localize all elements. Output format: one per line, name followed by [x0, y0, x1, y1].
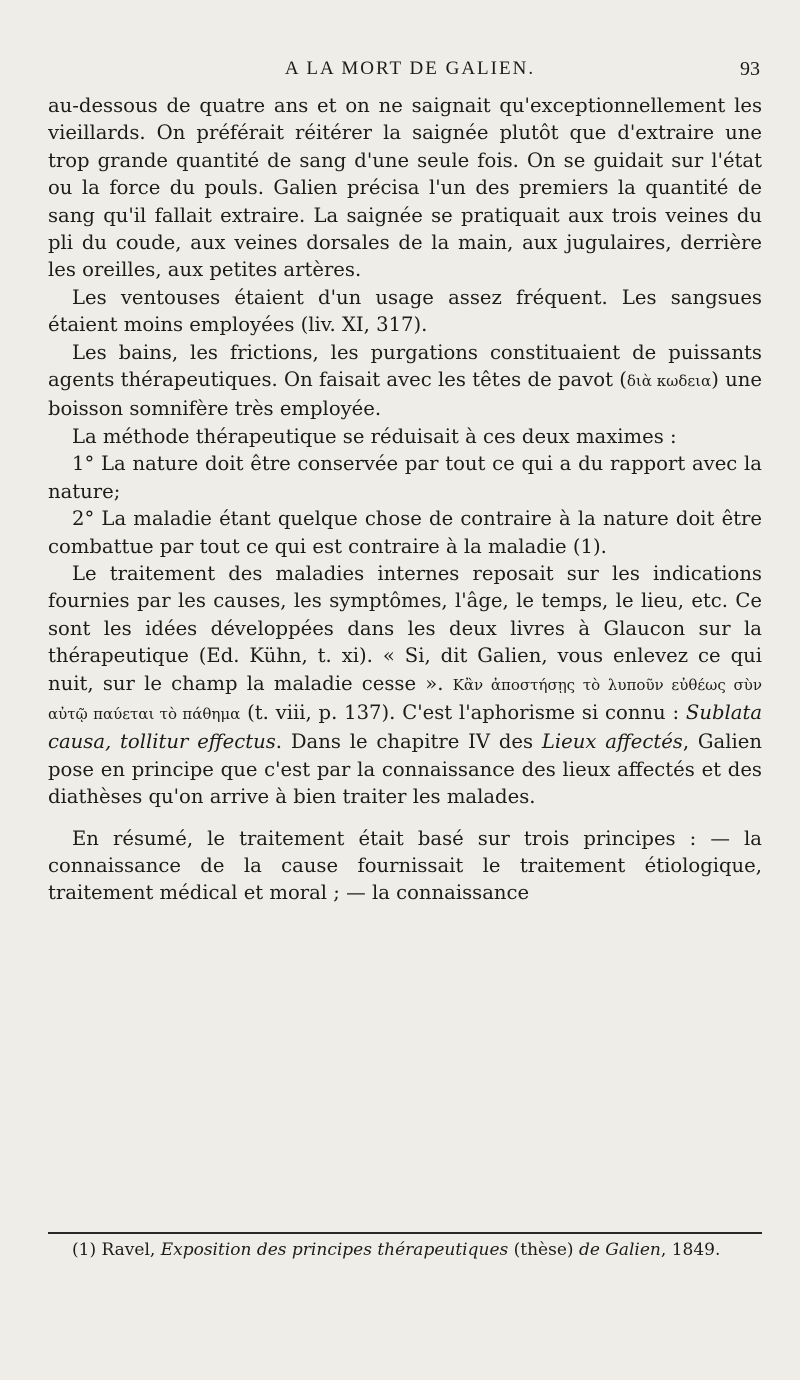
footnote-divider	[48, 1232, 762, 1234]
footnote-text: (thèse)	[508, 1240, 579, 1260]
footnote-author: de Galien	[578, 1240, 661, 1260]
paragraph-methode: La méthode thérapeutique se réduisait à ces deux maximes :	[72, 424, 677, 448]
page-number: 93	[740, 58, 760, 80]
paragraph-text: , Galien pose en principe que c'est par la connaissance des lieux affectés et des diathèses qu'on arrive à bien traiter les malades.	[48, 730, 762, 809]
footnote-year: , 1849.	[660, 1240, 721, 1260]
paragraph-text: (t. viii, p. 137). C'est l'aphorisme si connu :	[240, 700, 686, 724]
page-header	[60, 58, 760, 86]
book-title: Lieux affectés	[541, 730, 683, 754]
paragraph-bains	[48, 339, 762, 423]
body-text	[48, 92, 762, 907]
paragraph-text: Le traitement des maladies internes reposait sur les indications fournies par les causes, les symptômes, l'âge, le temps, le lieu, etc. Ce sont les idées développées dans les deux livres à Glaucon sur la thérapeutique (Ed. Kühn, t. xi). « Si, dit Galien, vous enlevez ce qui nuit, sur le champ la maladie cesse ».	[48, 561, 762, 695]
footnote	[48, 1238, 762, 1263]
paragraph-text: Les bains, les frictions, les purgations constituaient de puissants agents thérapeutiques. On faisait avec les têtes de pavot (	[48, 340, 762, 392]
paragraph-text: ) une boisson somnifère très employée.	[48, 368, 762, 421]
running-title: A LA MORT DE GALIEN.	[284, 58, 536, 79]
footnote-marker: (1) Ravel,	[72, 1240, 161, 1260]
paragraph-traitement	[48, 560, 762, 811]
paragraph-text: . Dans le chapitre IV des	[275, 730, 542, 754]
paragraph-bloodletting: au-dessous de quatre ans et on ne saignait qu'exceptionnellement les vieillards. On préférait réitérer la saignée plutôt que d'extraire une trop grande quantité de sang d'une seule fois. On se guidait sur l'état ou la force du pouls. Galien précisa l'un des premiers la quantité de sang qu'il fallait extraire. La saignée se pratiquait aux trois veines du pli du coude, aux veines dorsales de la main, aux jugulaires, derrière les oreilles, aux petites artères.	[48, 94, 762, 282]
latin-aphorism: Sublata causa, tollitur effectus	[48, 700, 762, 754]
greek-phrase: διὰ κωδεια	[626, 372, 712, 391]
greek-quote: Κἂν ἀποστήσῃς τὸ λυποῦν εὐθέως σὺν αὐτῷ παύεται τὸ πάθημα	[48, 675, 762, 723]
maxim-two: 2° La maladie étant quelque chose de contraire à la nature doit être combattue par tout ce qui est contraire à la maladie (1).	[48, 507, 762, 558]
paragraph-ventouses: Les ventouses étaient d'un usage assez fréquent. Les sangsues étaient moins employées (liv. XI, 317).	[48, 285, 762, 337]
paragraph-resume: En résumé, le traitement était basé sur trois principes : — la connaissance de la cause fournissait le traitement étiologique, traitement médical et moral ; — la connaissance	[48, 826, 762, 905]
maxim-one: 1° La nature doit être conservée par tout ce qui a du rapport avec la nature;	[48, 452, 762, 503]
footnote-title: Exposition des principes thérapeutiques	[160, 1240, 509, 1260]
